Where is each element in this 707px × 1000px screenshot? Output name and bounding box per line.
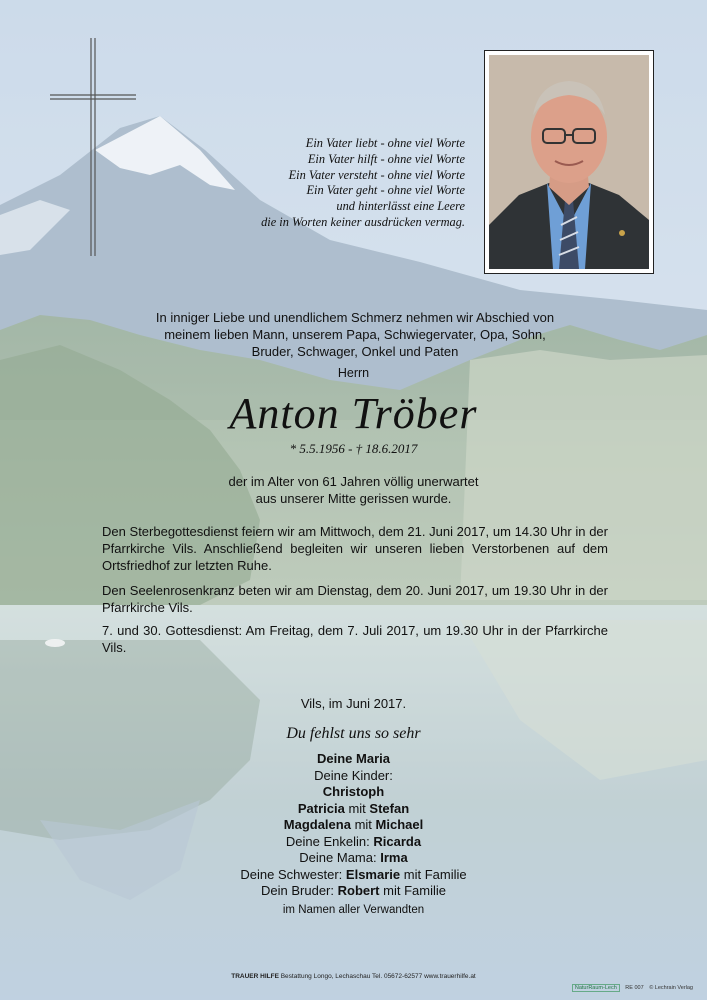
family-line [0, 801, 707, 818]
brother-name: Robert [337, 883, 380, 898]
family-line [0, 751, 707, 768]
place-date: Vils, im Juni 2017. [300, 696, 407, 711]
partner-name: Stefan [369, 800, 410, 816]
footer-brand: TRAUER HILFE [231, 973, 279, 980]
child-name: Patricia [297, 800, 345, 816]
sister-label: Deine Schwester: [240, 866, 343, 882]
sister-name: Elsmarie [345, 866, 401, 882]
naturraum-badge: NaturRaum-Lech [572, 984, 620, 992]
mother-name: Irma [380, 850, 408, 865]
deceased-name: Anton Tröber [229, 389, 478, 438]
poem-line: Ein Vater versteht - ohne viel Worte [288, 167, 465, 182]
partner-name: Michael [375, 817, 424, 832]
family-line [0, 834, 707, 851]
family-list [0, 751, 707, 918]
grandchild-label: Deine Enkelin: [285, 833, 370, 849]
intro-line: Bruder, Schwager, Onkel und Paten [251, 344, 459, 359]
relatives-line: im Namen aller Verwandten [282, 903, 425, 916]
family-line: Deine Kinder: [314, 767, 393, 783]
footer [0, 973, 707, 980]
cross-icon [50, 38, 136, 256]
family-line [0, 784, 707, 801]
connector-word: mit [348, 800, 366, 816]
life-dates: * 5.5.1956 - † 18.6.2017 [289, 441, 418, 456]
child-name: Christoph [322, 784, 385, 799]
family-line [0, 867, 707, 884]
family-line [0, 817, 707, 834]
memorial-mass-paragraph: 7. und 30. Gottesdienst: Am Freitag, dem 7. Juli 2017, um 19.30 Uhr in der Pfarrkirche Vils. [102, 623, 608, 655]
poem-line: Ein Vater hilft - ohne viel Worte [307, 151, 465, 166]
portrait-photo [484, 50, 654, 274]
age-text [0, 473, 707, 507]
wife-name: Deine Maria [317, 751, 390, 766]
poem [215, 136, 465, 231]
publisher-credit: © Lechrain Verlag [649, 985, 693, 991]
with-family: mit Familie [383, 883, 446, 898]
age-line: der im Alter von 61 Jahren völlig unerwartet [228, 474, 479, 489]
portrait-image [489, 55, 649, 269]
template-code: RE 007 [625, 985, 644, 991]
connector-word: mit [354, 817, 372, 832]
grandchild-name: Ricarda [373, 833, 422, 849]
brother-label: Dein Bruder: [261, 883, 334, 898]
intro-line: meinem lieben Mann, unserem Papa, Schwiegervater, Opa, Sohn, [164, 327, 546, 342]
footer-text: Bestattung Longo, Lechaschau Tel. 05672-62577 www.trauerhilfe.at [280, 973, 476, 980]
mother-label: Deine Mama: [299, 850, 377, 865]
child-name: Magdalena [283, 817, 351, 832]
with-family: mit Familie [403, 866, 467, 882]
funeral-service-paragraph: Den Sterbegottesdienst feiern wir am Mittwoch, dem 21. Juni 2017, um 14.30 Uhr in der Pfarrkirche Vils. Anschließend begleiten wir unseren lieben Verstorbenen auf dem Ortsfriedhof zur letzten Ruhe. [102, 524, 608, 573]
intro-text [120, 309, 590, 360]
age-line: aus unserer Mitte gerissen wurde. [255, 491, 452, 506]
family-line [0, 883, 707, 900]
print-codes [568, 985, 693, 991]
family-line [0, 850, 707, 867]
poem-line: und hinterlässt eine Leere [336, 199, 465, 214]
intro-line: In inniger Liebe und unendlichem Schmerz nehmen wir Abschied von [155, 310, 555, 325]
salutation: Herrn [337, 366, 370, 380]
poem-line: Ein Vater geht - ohne viel Worte [306, 183, 465, 198]
rosary-paragraph: Den Seelenrosenkranz beten wir am Dienstag, dem 20. Juni 2017, um 19.30 Uhr in der Pfarrkirche Vils. [102, 583, 608, 615]
poem-line: die in Worten keiner ausdrücken vermag. [261, 214, 465, 229]
poem-line: Ein Vater liebt - ohne viel Worte [305, 136, 465, 150]
miss-you-line: Du fehlst uns so sehr [286, 725, 421, 742]
